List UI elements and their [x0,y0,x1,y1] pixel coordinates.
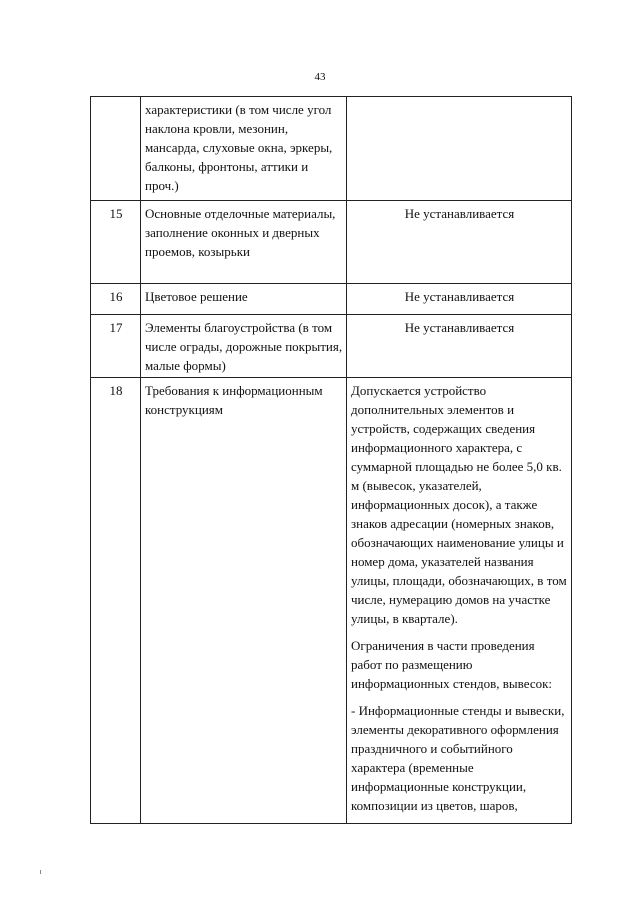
scan-mark [40,870,41,874]
table-row [91,378,572,824]
row-number: 16 [91,284,141,315]
value-paragraph: Ограничения в части проведения работ по размещению информационных стендов, вывесок: [351,638,553,691]
row-value [347,378,572,824]
row-value: Не устанавливается [347,201,572,284]
requirements-table [90,96,572,824]
row-parameter: Требования к информационным конструкциям [141,378,347,824]
row-parameter: характеристики (в том числе угол наклона кровли, мезонин, мансарда, слуховые окна, эркеры, балконы, фронтоны, аттики и проч.) [141,97,347,201]
row-parameter: Цветовое решение [141,284,347,315]
row-value [347,97,572,201]
row-number: 15 [91,201,141,284]
value-paragraph: - Информационные стенды и вывески, элементы декоративного оформления праздничного и событийного характера (временные информационные конструкции, композиции из цветов, шаров, [351,703,565,813]
page-number: 43 [314,71,326,83]
row-parameter: Основные отделочные материалы, заполнение оконных и дверных проемов, козырьки [141,201,347,284]
row-value: Не устанавливается [347,315,572,378]
row-value: Не устанавливается [347,284,572,315]
table-row [91,315,572,378]
row-number: 17 [91,315,141,378]
row-number [91,97,141,201]
row-parameter: Элементы благоустройства (в том числе ограды, дорожные покрытия, малые формы) [141,315,347,378]
table-row [91,201,572,284]
table-row [91,97,572,201]
value-paragraph: Допускается устройство дополнительных элементов и устройств, содержащих сведения информационного характера, с суммарной площадью не более 5,0 кв. м (вывесок, указателей, информационных досок), а также знаков адресации (номерных знаков, обозначающих наименование улицы и номер дома, указателей названия улицы, площади, обозначающих, в том числе, нумерацию домов на участке улицы, в квартале). [351,383,567,626]
table-row [91,284,572,315]
row-number: 18 [91,378,141,824]
